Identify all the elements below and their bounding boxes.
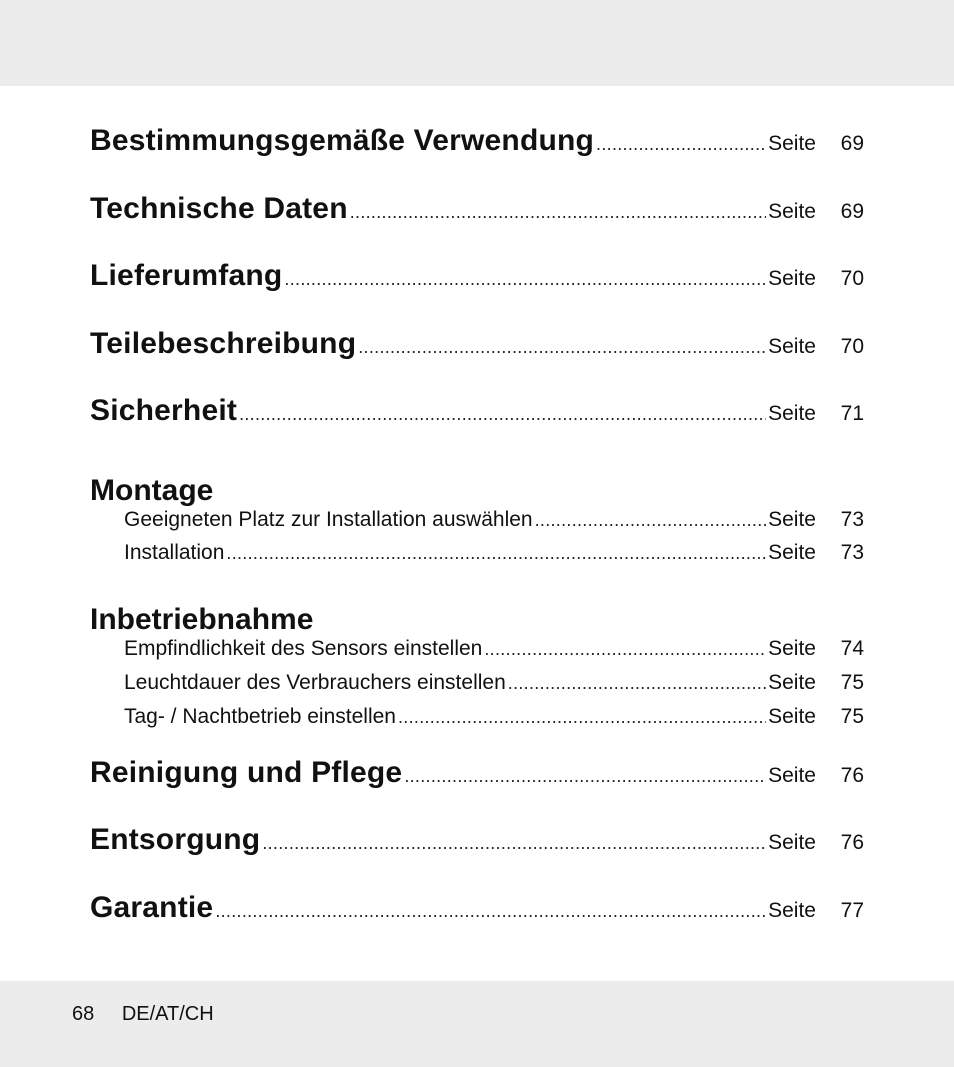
dot-leader: [262, 833, 766, 854]
toc-subentry[interactable]: [90, 637, 864, 671]
page-label: Seite: [768, 704, 816, 728]
dot-leader: [596, 134, 766, 155]
toc-group-inbetriebnahme: [90, 591, 864, 738]
toc-entry-title: Technische Daten: [90, 191, 348, 225]
toc-subentry-title: Leuchtdauer des Verbrauchers einstellen: [124, 670, 506, 694]
toc-entry-entsorgung[interactable]: [90, 823, 864, 891]
page-number: 73: [840, 541, 864, 565]
page-number: 69: [840, 199, 864, 223]
dot-leader: [215, 901, 766, 922]
toc-entry-title: Garantie: [90, 890, 214, 924]
page-label: Seite: [768, 402, 816, 425]
toc-group-montage: [90, 462, 864, 592]
toc-entry-title: Entsorgung: [90, 823, 261, 857]
dot-leader: [535, 508, 767, 532]
toc-subentry[interactable]: [90, 541, 864, 575]
toc-subentry-title: Empfindlichkeit des Sensors einstellen: [124, 637, 483, 661]
footer-region: DE/AT/CH: [121, 1003, 214, 1025]
table-of-contents: [90, 124, 864, 958]
dot-leader: [404, 766, 766, 787]
page-number: 74: [840, 637, 864, 661]
dot-leader: [226, 541, 766, 565]
toc-entry-sicherheit[interactable]: [90, 394, 864, 462]
page-label: Seite: [768, 670, 816, 694]
toc-subentry[interactable]: [90, 671, 864, 705]
dot-leader: [484, 637, 766, 661]
page-label: Seite: [768, 267, 816, 290]
page-number: 69: [840, 132, 864, 155]
page-label: Seite: [768, 132, 816, 155]
page-label: Seite: [768, 199, 816, 223]
page-number: 75: [840, 670, 864, 694]
toc-section-title[interactable]: Montage: [90, 473, 214, 507]
dot-leader: [358, 337, 766, 358]
toc-entry-title: Lieferumfang: [90, 259, 283, 292]
page-number: 76: [840, 831, 864, 855]
toc-entry-teilebeschreibung[interactable]: [90, 327, 864, 395]
dot-leader: [284, 269, 766, 290]
top-band: [0, 0, 954, 86]
page-label: Seite: [768, 637, 816, 661]
toc-entry-technische-daten[interactable]: [90, 192, 864, 260]
toc-subentry-title: Installation: [124, 541, 225, 565]
page-label: Seite: [768, 898, 816, 922]
toc-entry-bestimmungsgemaesse-verwendung[interactable]: [90, 124, 864, 192]
page-label: Seite: [768, 764, 816, 788]
page-number: 75: [840, 704, 864, 728]
page-number: 77: [840, 898, 864, 922]
page-label: Seite: [768, 507, 816, 531]
page-label: Seite: [768, 334, 816, 358]
toc-subentry-title: Geeigneten Platz zur Installation auswählen: [124, 507, 533, 531]
page-number: 70: [840, 267, 864, 290]
toc-entry-lieferumfang[interactable]: [90, 259, 864, 327]
dot-leader: [239, 404, 766, 425]
toc-entry-title: Reinigung und Pflege: [90, 756, 403, 790]
page-number: 73: [840, 507, 864, 531]
page-number: 70: [840, 334, 864, 358]
toc-entry-title: Bestimmungsgemäße Verwendung: [90, 124, 595, 157]
toc-subentry[interactable]: [90, 508, 864, 542]
page-footer: [72, 1003, 214, 1026]
dot-leader: [350, 202, 766, 223]
page-number: 71: [840, 402, 864, 425]
footer-page-number: 68: [72, 1003, 95, 1025]
dot-leader: [508, 671, 766, 695]
page-label: Seite: [768, 541, 816, 565]
toc-entry-reinigung-und-pflege[interactable]: [90, 756, 864, 823]
toc-subentry[interactable]: [90, 705, 864, 739]
page-number: 76: [840, 764, 864, 788]
toc-section-title[interactable]: Inbetriebnahme: [90, 603, 314, 637]
page-label: Seite: [768, 831, 816, 855]
toc-subentry-title: Tag- / Nachtbetrieb einstellen: [124, 704, 396, 728]
dot-leader: [398, 705, 766, 729]
toc-entry-title: Sicherheit: [90, 394, 238, 427]
toc-entry-title: Teilebeschreibung: [90, 326, 357, 360]
toc-entry-garantie[interactable]: [90, 891, 864, 959]
